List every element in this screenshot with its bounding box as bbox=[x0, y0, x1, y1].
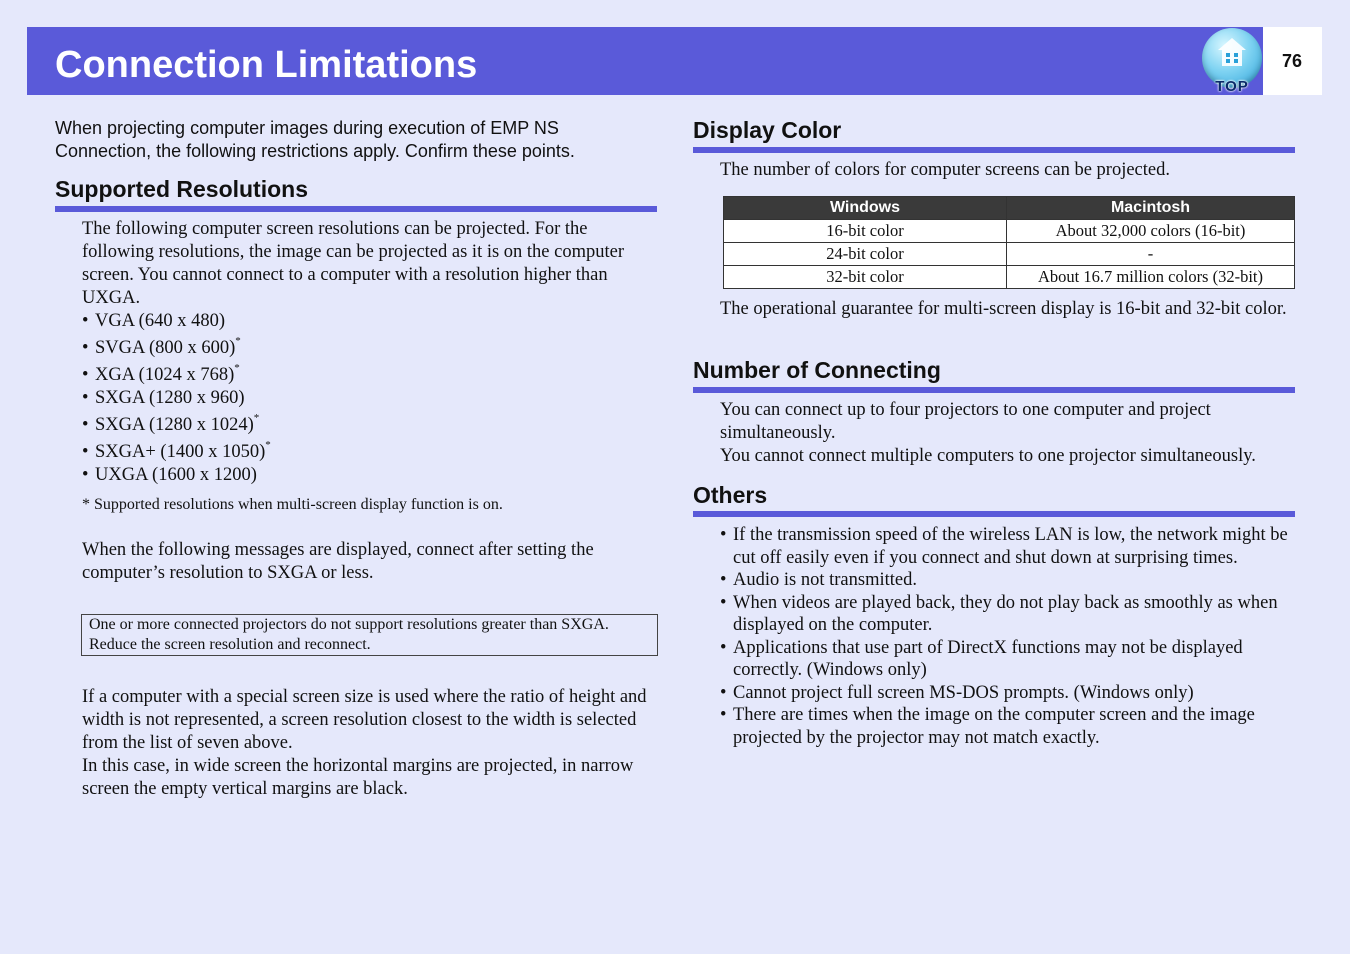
heading-rule bbox=[693, 511, 1295, 517]
list-item bbox=[82, 310, 657, 333]
page-number: 76 bbox=[1281, 51, 1303, 71]
others-list bbox=[720, 524, 1295, 749]
column-header-macintosh: Macintosh bbox=[1007, 197, 1295, 220]
message-intro: When the following messages are displayed, connect after setting the computer’s resolution to SXGA or less. bbox=[82, 540, 594, 583]
color-table bbox=[723, 196, 1295, 289]
resolution-label: SXGA (1280 x 960) bbox=[95, 388, 245, 408]
page-number-box bbox=[1263, 27, 1322, 95]
table-cell: 24-bit color bbox=[724, 243, 1007, 266]
heading-others: Others bbox=[693, 482, 768, 508]
resolution-label: UXGA (1600 x 1200) bbox=[95, 465, 257, 485]
resolution-label: VGA (640 x 480) bbox=[95, 311, 226, 331]
heading-rule bbox=[693, 147, 1295, 153]
heading-rule bbox=[693, 387, 1295, 393]
footnote-mark: * bbox=[234, 362, 240, 374]
heading-number-of-connecting: Number of Connecting bbox=[693, 357, 941, 383]
list-item bbox=[82, 364, 657, 387]
table-cell: About 32,000 colors (16-bit) bbox=[1007, 220, 1295, 243]
list-item bbox=[82, 414, 657, 437]
list-item: • Cannot project full screen MS-DOS prompts. (Windows only) bbox=[720, 682, 1295, 705]
footnote-mark: * bbox=[253, 412, 260, 424]
table-cell: About 16.7 million colors (32-bit) bbox=[1007, 266, 1295, 289]
list-item: • There are times when the image on the computer screen and the image projected by the projector may not match exactly. bbox=[720, 704, 1295, 749]
table-row bbox=[724, 266, 1295, 289]
resolution-label: SVGA (800 x 600) bbox=[95, 338, 236, 358]
page-title: Connection Limitations bbox=[55, 44, 478, 86]
number-text-1: You can connect up to four projectors to one computer and project simultaneously. bbox=[720, 400, 1211, 443]
top-button[interactable] bbox=[1200, 28, 1264, 96]
footnote: * Supported resolutions when multi-screen display function is on. bbox=[82, 496, 503, 513]
list-item bbox=[82, 441, 657, 464]
heading-supported-resolutions: Supported Resolutions bbox=[55, 176, 308, 202]
wide-screen-text: In this case, in wide screen the horizontal margins are projected, in narrow screen the empty vertical margins are black. bbox=[82, 756, 634, 799]
display-color-text: The number of colors for computer screens can be projected. bbox=[720, 160, 1170, 180]
resolution-label: XGA (1024 x 768) bbox=[95, 365, 235, 385]
title-bar bbox=[27, 27, 1263, 95]
supported-block bbox=[82, 218, 657, 487]
others-block bbox=[720, 524, 1295, 749]
table-row bbox=[724, 243, 1295, 266]
resolution-list bbox=[82, 310, 657, 487]
number-text-2: You cannot connect multiple computers to one projector simultaneously. bbox=[720, 446, 1256, 466]
table-cell: 16-bit color bbox=[724, 220, 1007, 243]
column-header-windows: Windows bbox=[724, 197, 1007, 220]
top-label: TOP bbox=[1215, 78, 1249, 95]
supported-text: The following computer screen resolutions can be projected. For the following resolutions, the image can be projected as it is on the computer screen. You cannot connect to a computer with a resolution higher than UXGA. bbox=[82, 219, 625, 308]
list-item bbox=[82, 337, 657, 360]
table-cell: - bbox=[1007, 243, 1295, 266]
resolution-label: SXGA (1280 x 1024) bbox=[95, 415, 254, 435]
special-size-text: If a computer with a special screen size is used where the ratio of height and width is not represented, a screen resolution closest to the width is selected from the list of seven above. bbox=[82, 687, 647, 753]
special-size-block bbox=[82, 686, 657, 801]
footnote-mark: * bbox=[265, 439, 271, 451]
heading-display-color: Display Color bbox=[693, 117, 842, 143]
list-item bbox=[82, 464, 657, 487]
table-header-row bbox=[724, 197, 1295, 220]
table-cell: 32-bit color bbox=[724, 266, 1007, 289]
footnote-mark: * bbox=[235, 335, 241, 347]
resolution-label: SXGA+ (1400 x 1050) bbox=[95, 442, 266, 462]
intro-text: When projecting computer images during execution of EMP NS Connection, the following restrictions apply. Confirm these points. bbox=[55, 118, 575, 161]
list-item bbox=[82, 387, 657, 410]
guarantee-text: The operational guarantee for multi-screen display is 16-bit and 32-bit color. bbox=[720, 299, 1287, 319]
table-row bbox=[724, 220, 1295, 243]
list-item: • When videos are played back, they do not play back as smoothly as when displayed on the computer. bbox=[720, 592, 1295, 637]
message-box: One or more connected projectors do not support resolutions greater than SXGA. Reduce the screen resolution and reconnect. bbox=[81, 614, 658, 656]
heading-rule bbox=[55, 206, 657, 212]
list-item: • Audio is not transmitted. bbox=[720, 569, 1295, 592]
list-item: • Applications that use part of DirectX functions may not be displayed correctly. (Windows only) bbox=[720, 637, 1295, 682]
number-block bbox=[720, 399, 1295, 468]
list-item: • If the transmission speed of the wireless LAN is low, the network might be cut off easily even if you connect and shut down at surprising times. bbox=[720, 524, 1295, 569]
